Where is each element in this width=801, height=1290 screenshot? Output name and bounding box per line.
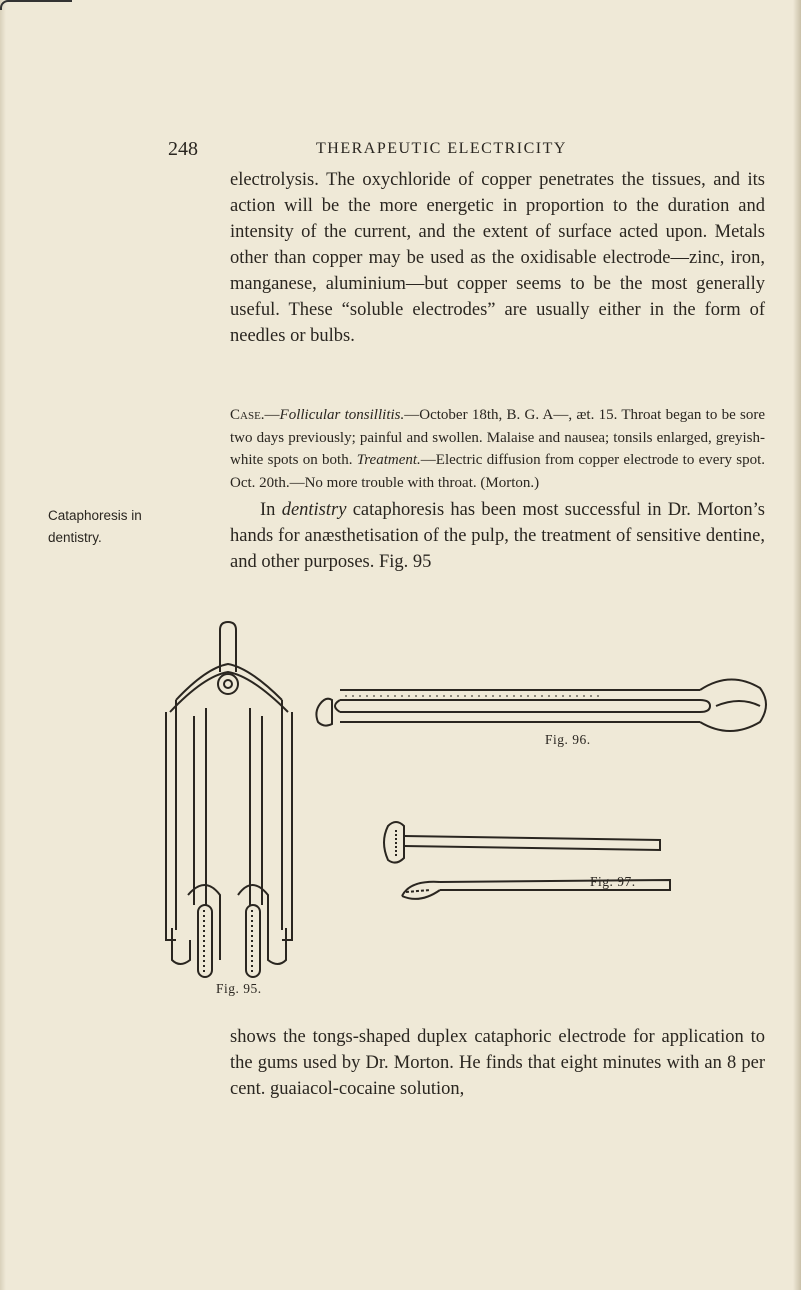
dentistry-lead: In <box>260 500 282 520</box>
case-text-2: —Electric diffusion from copper electrode to every spot. Oct. 20th.—No more trouble with throat. (Morton.) <box>230 452 765 491</box>
treatment-label: Treatment. <box>356 452 421 468</box>
fig95-caption: Fig. 95. <box>216 981 262 996</box>
fig95-tongs-electrode <box>166 622 292 977</box>
margin-note: Cataphoresis in dentistry. <box>48 508 142 545</box>
running-head: THERAPEUTIC ELECTRICITY <box>316 140 567 157</box>
fig97-caption: Fig. 97. <box>590 874 636 889</box>
case-dash: — <box>264 407 280 423</box>
case-text-1: —October 18th, B. G. A—, æt. 15. Throat began to be sore two days previously; painful and swollen. Malaise and nausea; tonsils enlarged, greyish-white spots on both. <box>230 407 765 468</box>
dentistry-rest: cataphoresis has been most successful in Dr. Morton’s hands for anæsthetisation of the pulp, the treatment of sensitive dentine, and other purposes. Fig. 95 <box>230 500 765 572</box>
paragraph-electrolysis: electrolysis. The oxychloride of copper penetrates the tissues, and its action will be the more energetic in proportion to the duration and intensity of the current, and the extent of surface acted upon. Metals other than copper may be used as the oxidisable electrode—zinc, iron, manganese, aluminium—but copper seems to be the most generally useful. These “soluble electrodes” are usually either in the form of needles or bulbs. <box>230 170 765 346</box>
fig96-caption: Fig. 96. <box>545 732 591 747</box>
dentistry-italic: dentistry <box>281 500 347 520</box>
page-number: 248 <box>168 138 198 160</box>
case-title: Follicular tonsillitis. <box>279 407 405 423</box>
paragraph-tongs: shows the tongs-shaped duplex cataphoric electrode for application to the gums used by Dr. Morton. He finds that eight minutes with an 8 per cent. guaiacol-cocaine solution, <box>230 1027 765 1099</box>
case-label: Case. <box>230 407 265 423</box>
fig96-bulb-electrode <box>316 679 766 731</box>
